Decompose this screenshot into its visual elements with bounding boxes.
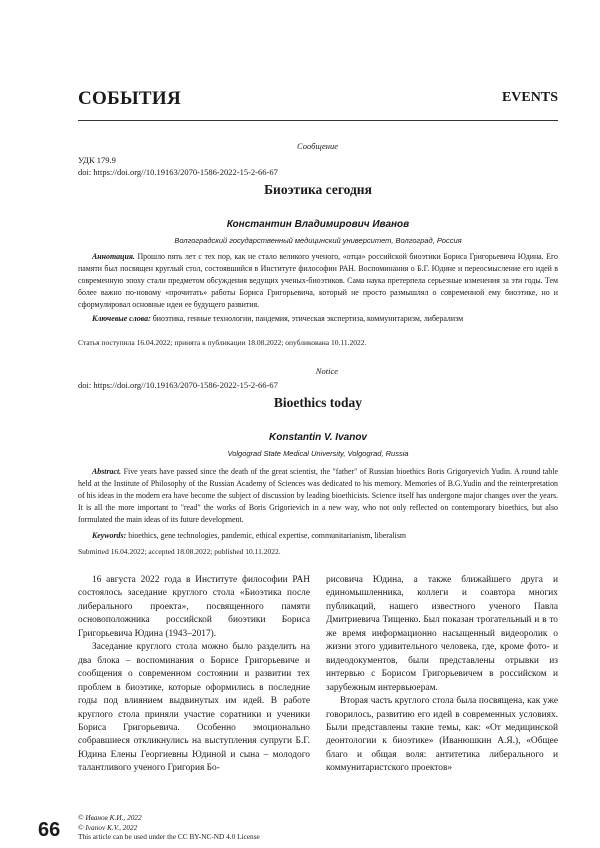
copyright-ru: © Иванов К.И., 2022: [78, 813, 142, 822]
keywords-ru: [78, 313, 558, 325]
doi-link-ru[interactable]: doi: https://doi.org//10.19163/2070-1586-2022-15-2-66-67: [78, 167, 278, 177]
affiliation-ru: Волгоградский государственный медицинский университет, Волгоград, Россия: [174, 236, 462, 245]
abstract-text-ru: Прошло пять лет с тех пор, как не стало великого ученого, «отца» российской биоэтики Бориса Григорьевича Юдина. Его памяти был посвящен круглый стол, состоявшийся в Институте философии РАН. Воспоминания о Б.Г. Юдине и переосмысление его идей в современную эпоху стали предметом обсуждения ведущих ученых-биоэтиков. Сама наука претерпела серьезные изменения за эти годы. Тем более важно по-новому «прочитать» работы Бориса Григорьевича, который не просто размышлял о современной ему биоэтике, но и сформулировал основные идеи ее будущего развития.: [78, 252, 558, 309]
license-note: This article can be used under the CC BY-NC-ND 4.0 License: [78, 832, 260, 842]
article-title-en: Bioethics today: [273, 395, 363, 410]
section-title-en: EVENTS: [501, 90, 558, 105]
abstract-label-ru: Аннотация.: [92, 252, 135, 261]
udc-code: УДК 179.9: [78, 155, 116, 165]
article-dates-ru: Статья поступила 16.04.2022; принята к публикации 18.08.2022; опубликована 10.11.2022.: [78, 338, 367, 347]
keywords-label-en: Keywords:: [92, 531, 127, 540]
header-divider: [78, 120, 558, 121]
body-column-right: [326, 574, 558, 776]
abstract-en: [78, 466, 558, 526]
body-column-left: [78, 574, 310, 776]
keywords-text-ru: биоэтика, генные технологии, пандемия, этическая экспертиза, коммунитаризм, либерализм: [152, 314, 464, 323]
footer-notes: [78, 813, 260, 842]
section-title-ru: СОБЫТИЯ: [78, 88, 181, 109]
abstract-text-en: Five years have passed since the death of the great scientist, the "father" of Russian bioethics Boris Grigoryevich Yudin. A round table held at the Institute of Philosophy of the Russian Academy of Sciences was dedicated to his memory. Memories of B.G.Yudin and the reinterpretation of his ideas in the modern era have become the subject of discussion by leading bioethicists. Science itself has undergone major changes over the years. It is all the more important to "read" the works of Boris Grigorievich in a new way, who not only reflected on contemporary bioethics, but also formulated the main ideas of its future development.: [78, 467, 558, 524]
article-type-en: Notice: [315, 366, 338, 376]
body-paragraph: Вторая часть круглого стола была посвящена, как уже говорилось, развитию его идей в современных условиях. Были представлены такие темы, как: «От медицинской деонтологии к биоэтике» (Иванюшкин А.Я.), «Общее благо и общая воля: антитетика либерального и коммунитаристского проектов»: [326, 696, 558, 774]
body-paragraph: Заседание круглого стола можно было разделить на два блока – воспоминания о Борисе Григорьевиче и сообщения о современном состоянии и развитии тех проблем в биоэтике, которые оформились в последние годы под влиянием выдвинутых им идей. В работе круглого стола приняли участие соратники и ученики Бориса Григорьевича. Особенно эмоционально собравшиеся откликнулись на выступления супруги Б.Г. Юдина Елены Георгиевны Юдиной и сына – молодого талантливого ученого Григория Бо-: [78, 642, 310, 774]
abstract-label-en: Abstract.: [92, 467, 122, 476]
keywords-text-en: bioethics, gene technologies, pandemic, ethical expertise, communitarianism, liberalism: [128, 531, 407, 540]
affiliation-en: Volgograd State Medical University, Volgograd, Russia: [227, 449, 409, 458]
abstract-ru: [78, 251, 558, 311]
doi-link-en[interactable]: doi: https://doi.org//10.19163/2070-1586-2022-15-2-66-67: [78, 380, 278, 390]
author-name-ru: Константин Владимирович Иванов: [226, 219, 410, 230]
page-number: 66: [38, 819, 61, 841]
body-paragraph: рисовича Юдина, а также ближайшего друга и единомышленника, коллеги и соавтора многих публикаций, нашего известного ученого Павла Дмитриевича Тищенко. Был показан трогательный и в то же время информационно насыщенный видеоролик о жизни этого удивительного человека, где, кроме фото- и видеодокументов, были представлены отрывки из интервью с Борисом Григорьевичем в российском и зарубежным интервьюерам.: [326, 575, 558, 693]
body-paragraph: 16 августа 2022 года в Институте философии РАН состоялось заседание круглого стола «Биоэтика после либерального проекта», посвященного памяти основоположника российской биоэтики Бориса Григорьевича Юдина (1943–2017).: [78, 575, 310, 639]
keywords-en: [78, 530, 558, 542]
keywords-label-ru: Ключевые слова:: [92, 314, 151, 323]
article-dates-en: Submitted 16.04.2022; accepted 18.08.2022; published 10.11.2022.: [78, 547, 281, 556]
article-type-ru: Сообщение: [296, 141, 338, 151]
article-title-ru: Биоэтика сегодня: [264, 182, 372, 197]
copyright-en: © Ivanov K.V., 2022: [78, 822, 138, 832]
author-name-en: Konstantin V. Ivanov: [269, 432, 367, 443]
